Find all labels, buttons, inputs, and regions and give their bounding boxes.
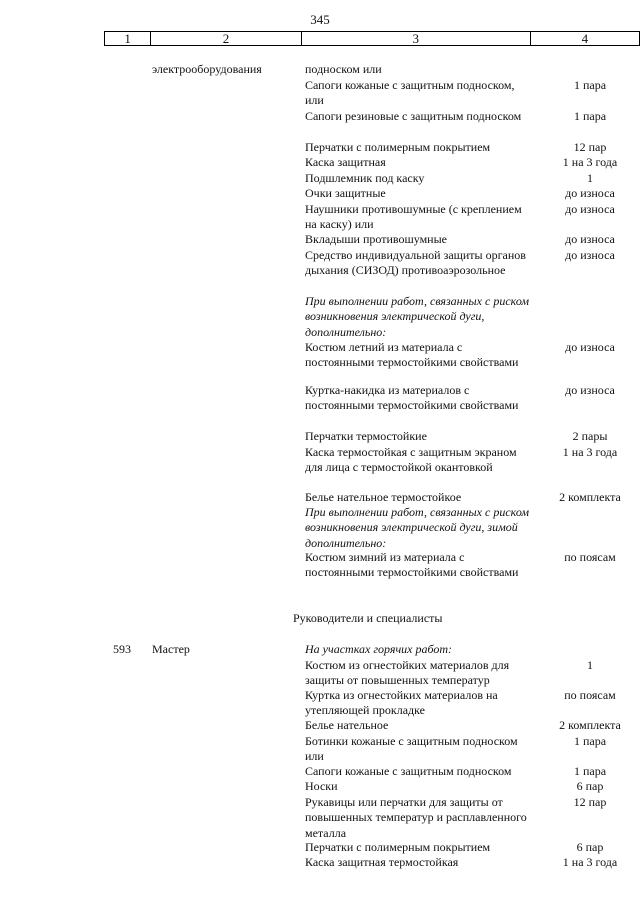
- item-norm: 2 комплекта: [559, 718, 621, 732]
- item-condition: На участках горячих работ:: [305, 642, 453, 656]
- item-norm: 1: [587, 171, 593, 185]
- item-norm: по поясам: [564, 688, 616, 702]
- item-text: подноском или: [305, 62, 382, 76]
- item-norm: 1 на 3 года: [562, 855, 618, 869]
- item-norm: 6 пар: [576, 840, 604, 854]
- column-header-1: 1: [105, 32, 151, 46]
- item-text: Перчатки с полимерным покрытием: [305, 140, 491, 154]
- item-norm: 1 пара: [573, 78, 607, 92]
- column-header-4: 4: [530, 32, 639, 46]
- item-text: Сапоги кожаные с защитным подноском: [305, 764, 512, 778]
- item-norm: 2 пары: [572, 429, 608, 443]
- item-text: Очки защитные: [305, 186, 386, 200]
- item-norm: до износа: [565, 248, 615, 262]
- item-text: Белье нательное термостойкое: [305, 490, 462, 504]
- item-text: Каска защитная термостойкая: [305, 855, 459, 869]
- item-text: Куртка из огнестойких материалов на утепляющей прокладке: [305, 688, 498, 718]
- item-text: Сапоги резиновые с защитным подноском: [305, 109, 522, 123]
- item-norm: до износа: [565, 340, 615, 354]
- item-text: Носки: [305, 779, 338, 793]
- item-text: Ботинки кожаные с защитным подноском или: [305, 734, 518, 764]
- item-text: Костюм зимний из материала с постоянными термостойкими свойствами: [305, 550, 519, 580]
- item-text: Сапоги кожаные с защитным подноском, или: [305, 78, 515, 108]
- item-norm: 6 пар: [576, 779, 604, 793]
- item-norm: 12 пар: [573, 140, 607, 154]
- item-text: Каска защитная: [305, 155, 386, 169]
- item-text: Вкладыши противошумные: [305, 232, 447, 246]
- item-norm: 1 пара: [573, 734, 607, 748]
- item-norm: 1: [587, 658, 593, 672]
- item-text: Наушники противошумные (с креплением на каску) или: [305, 202, 522, 232]
- item-text: Костюм из огнестойких материалов для защиты от повышенных температур: [305, 658, 510, 688]
- item-condition: При выполнении работ, связанных с риском возникновения электрической дуги, зимой дополнительно:: [305, 505, 530, 550]
- item-norm: до износа: [565, 186, 615, 200]
- item-norm: 1 на 3 года: [562, 445, 618, 459]
- item-text: Каска термостойкая с защитным экраном для лица с термостойкой окантовкой: [305, 445, 517, 475]
- entry-title: Мастер: [152, 642, 190, 656]
- item-norm: 1 пара: [573, 764, 607, 778]
- column-header-table: [104, 31, 640, 46]
- item-text: Рукавицы или перчатки для защиты от повышенных температур и расплавленного металла: [305, 795, 527, 840]
- section-title: Руководители и специалисты: [293, 611, 443, 625]
- item-condition: При выполнении работ, связанных с риском возникновения электрической дуги, дополнительно:: [305, 294, 530, 339]
- item-text: Подшлемник под каску: [305, 171, 425, 185]
- item-text: Средство индивидуальной защиты органов дыхания (СИЗОД) противоаэрозольное: [305, 248, 526, 278]
- page-number: 345: [310, 12, 330, 27]
- item-text: Куртка-накидка из материалов с постоянными термостойкими свойствами: [305, 383, 519, 413]
- item-norm: 1 пара: [573, 109, 607, 123]
- item-text: Костюм летний из материала с постоянными термостойкими свойствами: [305, 340, 519, 370]
- column-header-3: 3: [301, 32, 530, 46]
- profession-continuation: электрооборудования: [152, 62, 262, 76]
- item-text: Перчатки с полимерным покрытием: [305, 840, 491, 854]
- entry-number: 593: [113, 642, 131, 656]
- item-norm: 12 пар: [573, 795, 607, 809]
- item-norm: до износа: [565, 232, 615, 246]
- item-norm: 2 комплекта: [559, 490, 621, 504]
- item-text: Перчатки термостойкие: [305, 429, 427, 443]
- item-norm: до износа: [565, 202, 615, 216]
- item-norm: 1 на 3 года: [562, 155, 618, 169]
- item-norm: по поясам: [564, 550, 616, 564]
- column-header-2: 2: [151, 32, 301, 46]
- item-text: Белье нательное: [305, 718, 389, 732]
- item-norm: до износа: [565, 383, 615, 397]
